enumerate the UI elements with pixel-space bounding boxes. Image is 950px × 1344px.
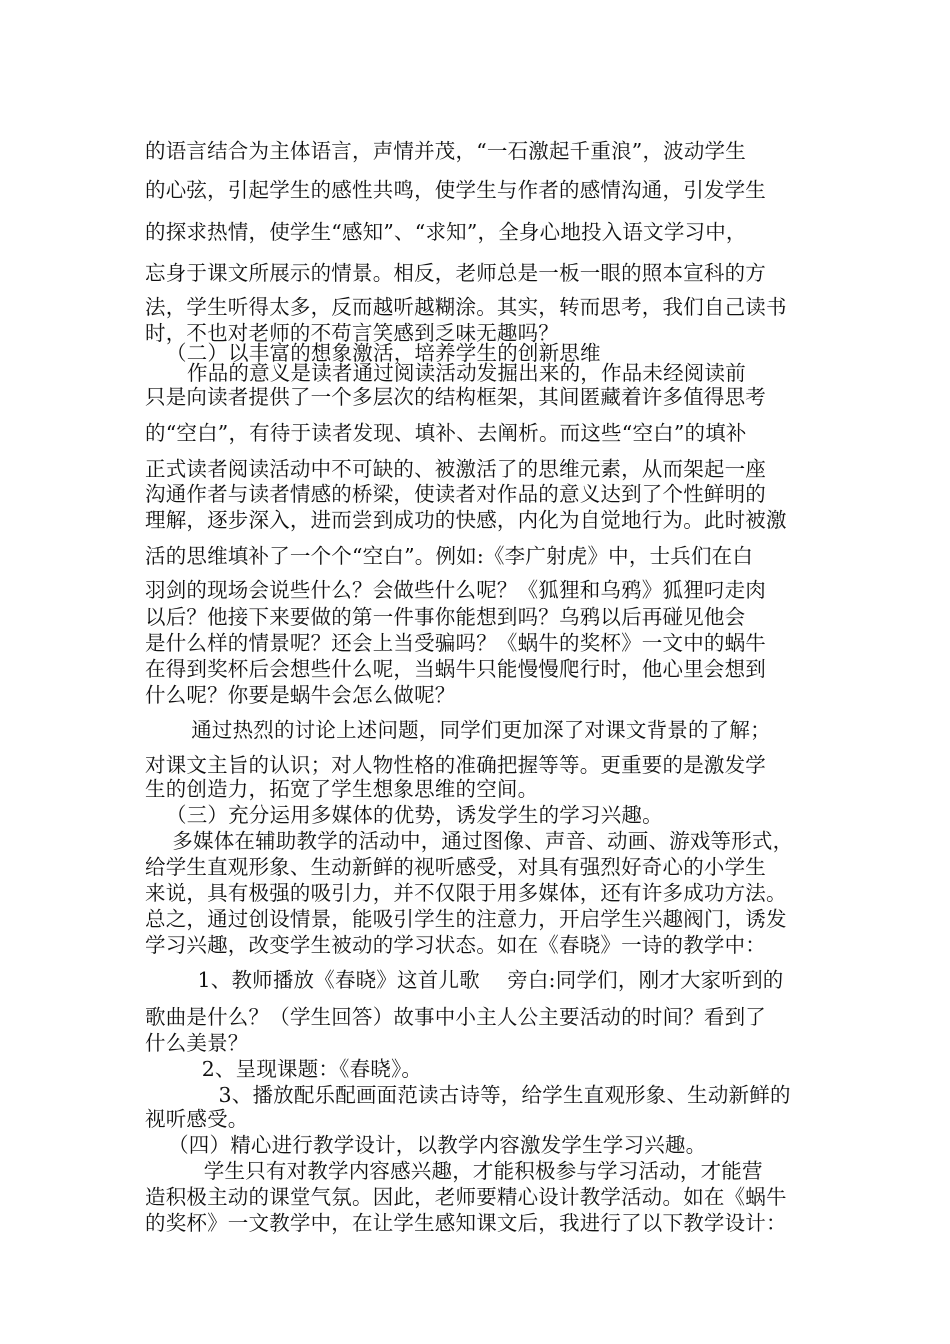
paragraph-line: 的奖杯》一文教学中，在让学生感知课文后，我进行了以下教学设计： <box>145 1211 787 1235</box>
paragraph-line: 学习兴趣，改变学生被动的学习状态。如在《春晓》一诗的教学中： <box>145 933 766 957</box>
paragraph-line: 来说，具有极强的吸引力，并不仅限于用多媒体，还有许多成功方法。 <box>145 881 787 905</box>
paragraph-line: （二）以丰富的想象激活，培养学生的创新思维 <box>166 341 601 365</box>
paragraph-line: 作品的意义是读者通过阅读活动发掘出来的，作品未经阅读前 <box>187 361 746 385</box>
paragraph-line: 的探求热情，使学生“感知”、“求知”，全身心地投入语文学习中， <box>145 220 747 244</box>
paragraph-line: 生的创造力，拓宽了学生想象思维的空间。 <box>145 777 539 801</box>
paragraph-line: 在得到奖杯后会想些什么呢，当蜗牛只能慢慢爬行时，他心里会想到 <box>145 657 766 681</box>
paragraph-line: 3、播放配乐配画面范读古诗等，给学生直观形象、生动新鲜的 <box>218 1083 791 1107</box>
paragraph-line: 活的思维填补了一个个“空白”。例如:《李广射虎》中，士兵们在白 <box>145 544 754 568</box>
paragraph-line: 什么美景？ <box>145 1031 249 1055</box>
paragraph-line: 的语言结合为主体语言，声情并茂，“一石激起千重浪”，波动学生 <box>145 139 746 163</box>
paragraph-line: （三）充分运用多媒体的优势，诱发学生的学习兴趣。 <box>166 803 663 827</box>
paragraph-line: 的心弦，引起学生的感性共鸣，使学生与作者的感情沟通，引发学生 <box>145 178 766 202</box>
paragraph-line: 以后？他接下来要做的第一件事你能想到吗？乌鸦以后再碰见他会 <box>145 605 746 629</box>
paragraph-line: 总之，通过创设情景，能吸引学生的注意力，开启学生兴趣阀门，诱发 <box>145 907 787 931</box>
paragraph-line: 通过热烈的讨论上述问题，同学们更加深了对课文背景的了解； <box>191 718 771 742</box>
paragraph-line: 什么呢？你要是蜗牛会怎么做呢？ <box>145 683 456 707</box>
paragraph-line: 的“空白”，有待于读者发现、填补、去阐析。而这些“空白”的填补 <box>145 421 747 445</box>
paragraph-line: 是什么样的情景呢？还会上当受骗吗？《蜗牛的奖杯》一文中的蜗牛 <box>145 631 766 655</box>
paragraph-line: 忘身于课文所展示的情景。相反，老师总是一板一眼的照本宣科的方 <box>145 261 766 285</box>
paragraph-line: （四）精心进行教学设计，以教学内容激发学生学习兴趣。 <box>168 1133 707 1157</box>
paragraph-line: 法，学生听得太多，反而越听越糊涂。其实，转而思考，我们自己读书 <box>145 295 787 319</box>
paragraph-line: 沟通作者与读者情感的桥梁，使读者对作品的意义达到了个性鲜明的 <box>145 482 766 506</box>
paragraph-line: 正式读者阅读活动中不可缺的、被激活了的思维元素，从而架起一座 <box>145 457 766 481</box>
paragraph-line: 歌曲是什么？（学生回答）故事中小主人公主要活动的时间？看到了 <box>145 1005 766 1029</box>
paragraph-line: 多媒体在辅助教学的活动中，通过图像、声音、动画、游戏等形式， <box>172 829 794 853</box>
paragraph-line: 2、呈现课题：《春晓》。 <box>201 1057 423 1081</box>
paragraph-line: 1、教师播放《春晓》这首儿歌 旁白:同学们，刚才大家听到的 <box>197 968 784 992</box>
paragraph-line: 给学生直观形象、生动新鲜的视听感受，对具有强烈好奇心的小学生 <box>145 855 766 879</box>
paragraph-line: 学生只有对教学内容感兴趣，才能积极参与学习活动，才能营 <box>203 1159 763 1183</box>
paragraph-line: 对课文主旨的认识；对人物性格的准确把握等等。更重要的是激发学 <box>145 753 766 777</box>
paragraph-line: 理解，逐步深入，进而尝到成功的快感，内化为自觉地行为。此时被激 <box>145 508 787 532</box>
paragraph-line: 造积极主动的课堂气氛。因此，老师要精心设计教学活动。如在《蜗牛 <box>145 1185 787 1209</box>
paragraph-line: 时，不也对老师的不苟言笑感到乏味无趣吗？ <box>145 321 559 345</box>
paragraph-line: 只是向读者提供了一个多层次的结构框架，其间匿藏着许多值得思考 <box>145 385 766 409</box>
paragraph-line: 视听感受。 <box>145 1107 249 1131</box>
paragraph-line: 羽剑的现场会说些什么？会做些什么呢？《狐狸和乌鸦》狐狸叼走肉 <box>145 578 766 602</box>
